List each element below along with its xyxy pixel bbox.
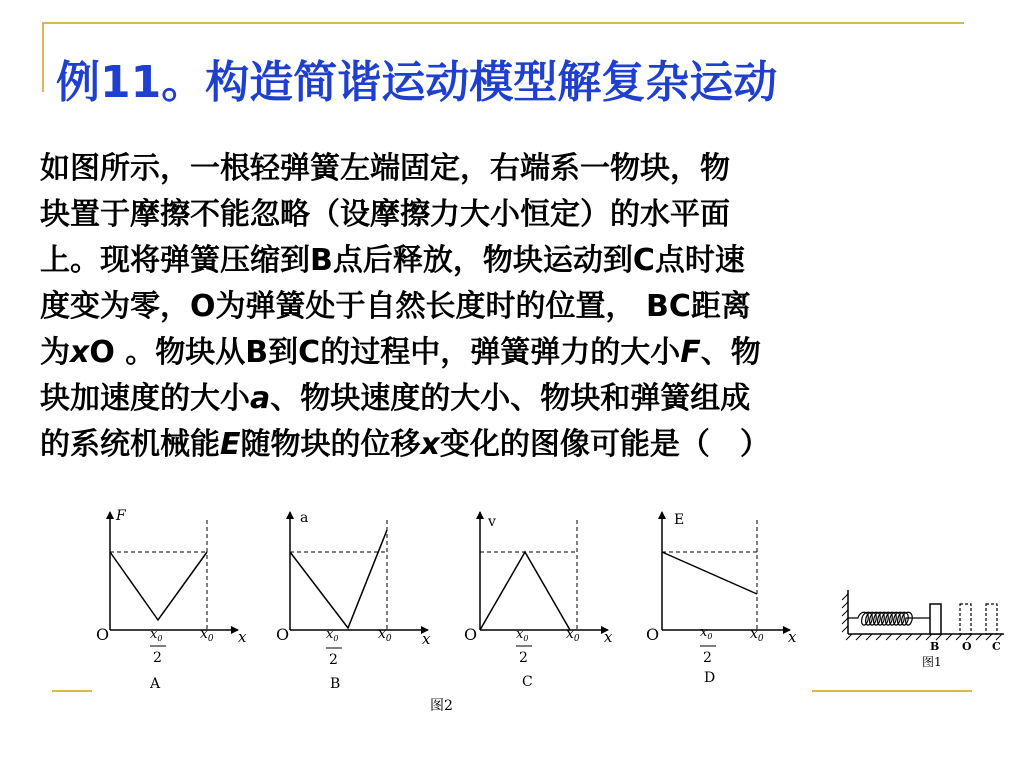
x-label: x [788,628,797,646]
problem-line-2: 块置于摩擦不能忽略（设摩擦力大小恒定）的水平面 [40,197,730,232]
graph-a [96,508,247,692]
x0-label: $x_0$ [200,626,214,644]
var-f: F [680,335,701,370]
origin-label: O [646,625,660,644]
text-span: 随物块的位移 [240,427,421,462]
x0-label: $x_0$ [378,626,392,644]
spring [848,612,930,625]
half-num: $x_0$ [326,627,339,643]
curve [480,552,570,630]
y-label: E [674,512,685,528]
origin-label: O [464,625,478,644]
var-x: x [420,427,440,462]
problem-line-3: 上。现将弹簧压缩到B点后释放，物块运动到C点时速 [40,243,745,278]
origin-label: O [276,625,290,644]
half-den: 2 [329,652,338,668]
text-span: 的系统机械能 [40,427,220,462]
text-span: 变化的图像可能是（ ） [439,427,770,462]
y-label: a [300,510,309,526]
label-c: C [992,640,1001,653]
text-span: 为 [40,335,70,370]
text-span: O 。物块从B到C的过程中，弹簧弹力的大小 [89,335,681,370]
floor-hatch [846,634,1002,640]
block-ghost-o [960,604,971,634]
problem-line-4: 度变为零，O为弹簧处于自然长度时的位置， BC距离 [40,289,751,324]
half-den: 2 [519,650,528,666]
problem-line-1: 如图所示，一根轻弹簧左端固定，右端系一物块，物 [40,151,730,186]
var-x: x [70,335,90,370]
half-den: 2 [153,650,162,666]
var-e: E [220,427,241,462]
option-label: B [330,676,341,692]
slide-title: 例11。构造简谐运动模型解复杂运动 [56,57,778,108]
block [930,604,941,634]
half-num: $x_0$ [700,625,713,641]
text-span: 块加速度的大小 [40,381,250,416]
y-label: v [488,514,496,530]
figure2-caption: 图2 [430,698,453,714]
wall-hatch [842,594,848,632]
x-label: x [238,628,247,646]
spring-figure [842,590,1004,669]
var-a: a [250,381,271,416]
graph-d [646,512,797,686]
curve [290,530,387,628]
option-label: C [522,674,533,690]
half-num: $x_0$ [516,627,529,643]
text-span: 、物 [700,335,761,370]
x0-label: $x_0$ [566,626,580,644]
curve [110,552,207,620]
text-span: 、物块速度的大小、物块和弹簧组成 [270,381,751,416]
half-den: 2 [703,650,712,666]
graph-c [464,512,613,690]
figure1-caption: 图1 [922,655,942,669]
label-o: O [962,640,972,653]
block-ghost-c [986,604,997,634]
graph-b [276,510,431,692]
x0-label: $x_0$ [750,626,764,644]
origin-label: O [96,625,110,644]
option-label: D [704,670,716,686]
x-label: x [422,630,431,648]
y-label: F [116,508,126,524]
label-b: B [930,640,940,653]
curve [662,552,757,594]
option-label: A [150,676,161,692]
x-label: x [604,628,613,646]
half-num: $x_0$ [150,627,163,643]
